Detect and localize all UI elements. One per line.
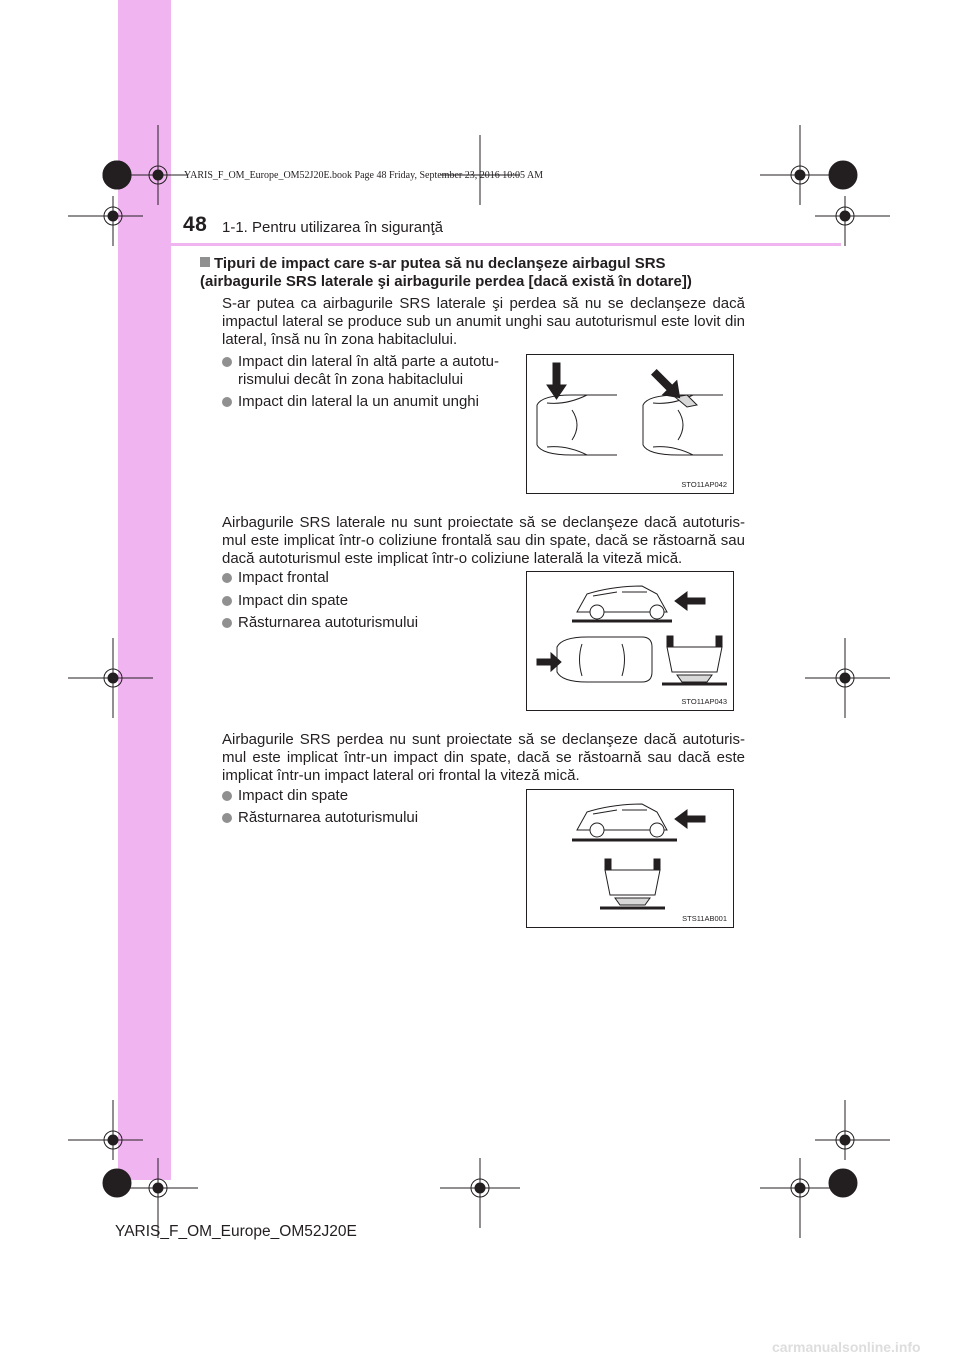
bullet-icon <box>222 596 232 606</box>
page-number: 48 <box>183 213 208 236</box>
list-item: Impact din lateral la un anumit unghi <box>222 393 479 411</box>
list-item: Răsturnarea autoturismului <box>222 614 418 632</box>
list-item: Impact din spate <box>222 787 348 805</box>
figure-side-impact <box>526 354 734 494</box>
rear-rollover-illustration <box>527 790 733 927</box>
bullet-icon <box>222 357 232 367</box>
footer-code: YARIS_F_OM_Europe_OM52J20E <box>115 1223 357 1240</box>
side-impact-illustration <box>527 355 733 493</box>
bullet-icon <box>222 813 232 823</box>
paragraph-1: S-ar putea ca airbagurile SRS laterale şi perdea să nu se declanşeze dacă impactul lateral se produce sub un anumit unghi sau autoturismul este lovit din lateral, însă nu în zona habitaclului. <box>222 295 745 348</box>
section-heading: Tipuri de impact care s-ar putea să nu declanşeze airbagul SRS (airbagurile SRS laterale şi airbagurile perdea [dacă există în dotare]) <box>200 255 692 290</box>
list-item: Impact frontal <box>222 569 329 587</box>
bullet-icon <box>222 397 232 407</box>
frontal-rear-rollover-illustration <box>527 572 733 710</box>
bullet-icon <box>222 618 232 628</box>
paragraph-3: Airbagurile SRS perdea nu sunt proiectate să se declanşeze dacă autoturis- mul este implicat într-un impact din spate, dacă se răstoarnă sau dacă este implicat într-un impact lateral ori frontal la viteză mică. <box>222 731 745 784</box>
list-item: Răsturnarea autoturismului <box>222 809 418 827</box>
square-bullet-icon <box>200 257 210 267</box>
registration-starburst-icon <box>103 161 131 189</box>
figure-code: STO11AP042 <box>681 480 727 489</box>
paragraph-2: Airbagurile SRS laterale nu sunt proiectate să se declanşeze dacă autoturis- mul este implicat într-o coliziune frontală sau din spate, dacă se răstoarnă sau dacă autoturismul este implicat într-o coliziune laterală la viteză mică. <box>222 514 745 567</box>
bullet-icon <box>222 573 232 583</box>
bullet-icon <box>222 791 232 801</box>
figure-frontal-rear-rollover <box>526 571 734 711</box>
list-item: Impact din lateral în altă parte a autotu- rismului decât în zona habitaclului <box>222 353 508 389</box>
print-info: YARIS_F_OM_Europe_OM52J20E.book Page 48 Friday, September 23, 2016 10:05 AM <box>184 170 544 181</box>
watermark: carmanualsonline.info <box>772 1339 921 1355</box>
list-item: Impact din spate <box>222 592 348 610</box>
section-title: 1-1. Pentru utilizarea în siguranţă <box>222 219 443 236</box>
figure-code: STS11AB001 <box>682 914 727 923</box>
figure-rear-rollover <box>526 789 734 928</box>
figure-code: STO11AP043 <box>681 697 727 706</box>
